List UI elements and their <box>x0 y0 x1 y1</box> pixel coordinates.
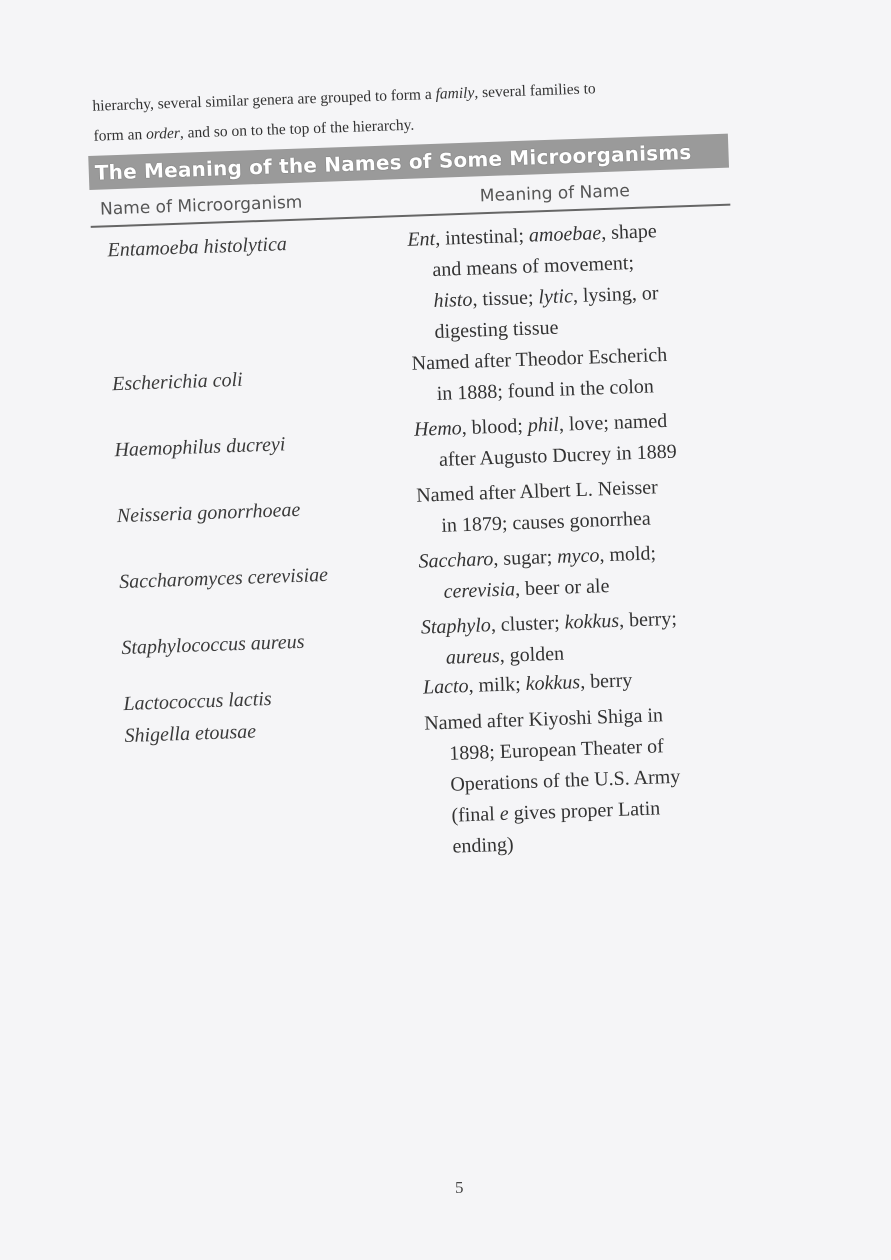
intro-text: , and so on to the top of the hierarchy. <box>179 116 415 142</box>
meaning-line: 1898; European Theater of <box>448 735 665 765</box>
meaning-line: Operations of the U.S. Army <box>450 765 681 796</box>
meaning-text: , berry <box>579 669 633 694</box>
meaning-text: gives proper Latin <box>508 797 661 825</box>
meaning-term: kokkus <box>564 609 620 634</box>
organism-meaning <box>413 403 739 480</box>
table-row <box>108 697 753 874</box>
meaning-term: kokkus <box>525 671 581 696</box>
table-row <box>91 214 735 360</box>
meaning-text: , lysing, or <box>572 282 659 308</box>
meaning-line: and means of movement; <box>432 251 635 282</box>
meaning-text: (final <box>451 803 501 827</box>
intro-text: form an <box>93 125 147 145</box>
meaning-term: Staphylo <box>420 614 492 639</box>
meaning-text: , berry; <box>618 607 678 632</box>
meaning-line: Named after Kiyoshi Shiga in <box>423 704 664 735</box>
meaning-text: , cluster; <box>490 611 566 637</box>
meaning-line: Named after Theodor Escherich <box>411 343 668 375</box>
meaning-text: , golden <box>499 642 565 667</box>
organism-name: Neisseria gonorrhoeae <box>116 498 301 528</box>
organism-name: Escherichia coli <box>111 368 244 396</box>
meaning-text: , shape <box>600 220 658 245</box>
table-body <box>91 214 753 875</box>
intro-term-order: order <box>145 124 181 143</box>
meaning-term: aureus <box>445 644 501 669</box>
meaning-line: ending) <box>452 833 515 858</box>
meaning-line: in 1879; causes gonorrhea <box>440 507 652 537</box>
column-header-name: Name of Microorganism <box>99 192 303 220</box>
meaning-line: after Augusto Ducrey in 1889 <box>438 440 678 471</box>
meaning-term: myco <box>556 544 600 568</box>
meaning-line: digesting tissue <box>434 316 559 343</box>
meaning-line: in 1888; found in the colon <box>436 375 655 405</box>
intro-text: hierarchy, several similar genera are grouped to form a <box>92 85 436 115</box>
organism-name: Saccharomyces cerevisiae <box>118 563 329 594</box>
meaning-text: , sugar; <box>492 545 558 571</box>
meaning-text: , milk; <box>468 673 527 698</box>
meaning-line: Named after Albert L. Neisser <box>415 476 659 507</box>
meaning-term: amoebae <box>528 222 602 247</box>
meaning-term: phil <box>527 413 560 437</box>
meaning-term: Saccharo <box>418 548 494 573</box>
organism-meaning <box>411 338 737 415</box>
organism-name: Haemophilus ducreyi <box>114 433 286 462</box>
organism-meaning <box>424 697 753 863</box>
column-header-meaning: Meaning of Name <box>479 181 631 207</box>
meaning-text: , tissue; <box>472 286 539 311</box>
organism-name: Shigella etousae <box>124 720 257 748</box>
meaning-term: e <box>499 802 510 825</box>
meaning-term: Hemo <box>413 417 463 441</box>
meaning-text: , intestinal; <box>434 224 530 250</box>
meaning-text: , mold; <box>598 542 657 567</box>
organism-meaning <box>420 601 746 672</box>
meaning-term: histo <box>433 288 473 312</box>
meaning-term: lytic <box>538 285 574 309</box>
meaning-text: , love; named <box>558 409 668 436</box>
organism-name: Entamoeba histolytica <box>107 233 288 262</box>
meaning-term: cerevisia <box>443 578 516 603</box>
organism-name: Staphylococcus aureus <box>121 630 305 660</box>
organism-meaning <box>418 535 744 612</box>
meaning-term: Lacto <box>422 675 469 699</box>
page-content <box>86 70 753 875</box>
organism-meaning <box>416 469 742 546</box>
table-title: The Meaning of the Names of Some Microorganisms <box>88 134 729 190</box>
meaning-text: , beer or ale <box>514 575 610 601</box>
organism-name: Lactococcus lactis <box>122 687 272 716</box>
meaning-term: Ent <box>406 227 436 251</box>
meaning-text: , blood; <box>461 414 529 440</box>
organism-meaning <box>407 214 735 349</box>
intro-term-family: family <box>435 84 475 103</box>
page-number: 5 <box>455 1178 464 1197</box>
intro-text: , several families to <box>474 80 596 102</box>
